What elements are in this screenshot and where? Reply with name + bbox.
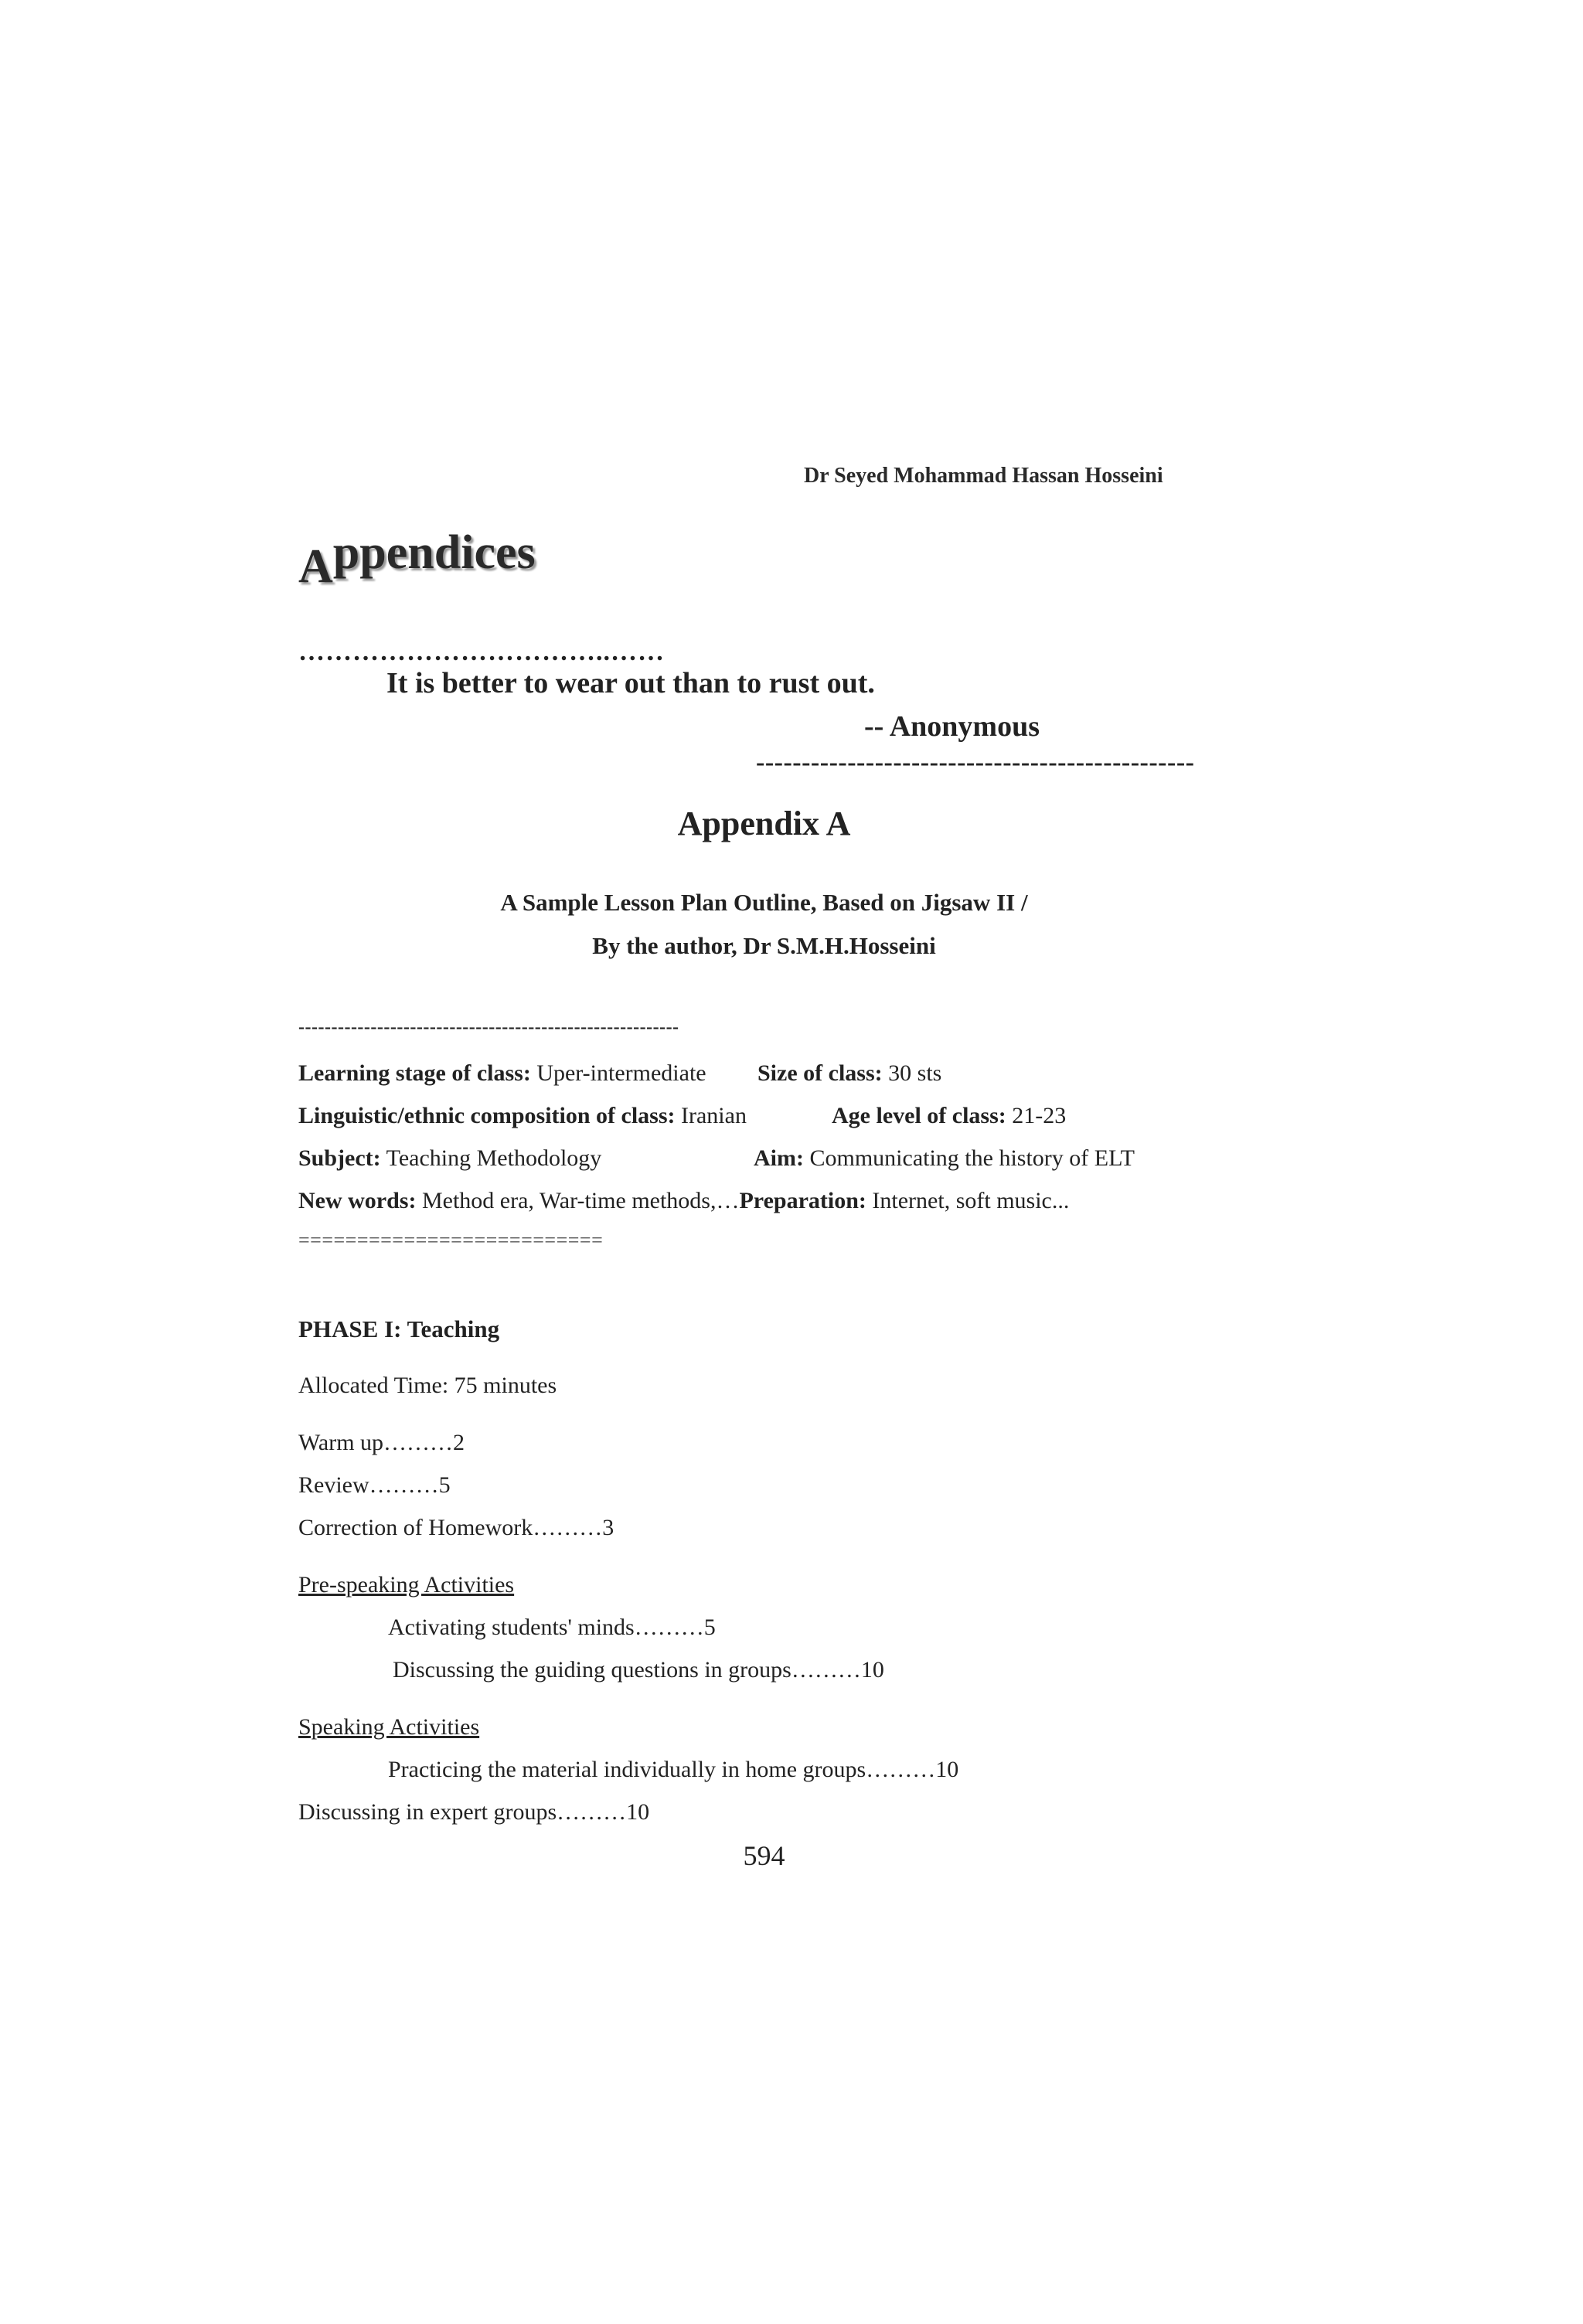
aim-label: Aim: [754,1145,804,1171]
warm-up-item: Warm up………2 [298,1430,465,1455]
new-words-value: Method era, War-time methods,… [421,1188,740,1213]
linguistic-label: Linguistic/ethnic composition of class: [298,1103,676,1128]
age-level-label: Age level of class: [832,1103,1006,1128]
linguistic-row [298,1103,747,1129]
epigraph-rule: ------------------------------------------------ [756,748,1195,777]
chapter-title-rest: ppendices [332,526,536,579]
info-rule-bottom: ========================== [298,1229,604,1251]
info-rule-top: ---------------------------------------------------------- [298,1017,679,1037]
preparation-label: Preparation: [739,1188,866,1213]
class-size-value: 30 sts [888,1060,942,1086]
epigraph-quote: It is better to wear out than to rust out. [386,667,875,699]
age-level-row [832,1103,1066,1129]
learning-stage-label: Learning stage of class: [298,1060,531,1086]
subject-row [298,1145,601,1172]
aim-row [754,1145,1135,1172]
linguistic-value: Iranian [681,1103,747,1128]
age-level-value: 21-23 [1012,1103,1067,1128]
lesson-plan-title: A Sample Lesson Plan Outline, Based on Jigsaw II / [500,889,1028,916]
preparation-value: Internet, soft music... [872,1188,1070,1213]
discussing-expert-item: Discussing in expert groups………10 [298,1799,650,1825]
class-size-label: Size of class: [757,1060,883,1086]
review-item: Review………5 [298,1472,451,1498]
activating-item: Activating students' minds………5 [388,1615,716,1640]
subject-value: Teaching Methodology [386,1145,602,1171]
practicing-item: Practicing the material individually in home groups………10 [388,1757,959,1782]
learning-stage-row [298,1060,706,1087]
new-words-label: New words: [298,1188,417,1213]
discussing-guiding-item: Discussing the guiding questions in groups………10 [393,1657,884,1683]
subject-label: Subject: [298,1145,381,1171]
pre-speaking-heading: Pre-speaking Activities [298,1572,515,1598]
learning-stage-value: Uper-intermediate [536,1060,706,1086]
aim-value: Communicating the history of ELT [809,1145,1135,1171]
class-size-row [757,1060,941,1087]
lesson-plan-byline: By the author, Dr S.M.H.Hosseini [592,932,936,959]
phase-1-heading: PHASE I: Teaching [298,1315,500,1342]
epigraph-attribution: -- Anonymous [864,710,1040,743]
chapter-title-initial: A [298,540,333,593]
speaking-heading: Speaking Activities [298,1714,480,1740]
epigraph-dots: ……………………………..…… [298,638,665,666]
new-words-row [298,1188,1069,1214]
correction-item: Correction of Homework………3 [298,1515,614,1540]
page-number: 594 [743,1840,785,1871]
chapter-title [298,526,536,594]
running-header-author: Dr Seyed Mohammad Hassan Hosseini [804,464,1163,488]
allocated-time: Allocated Time: 75 minutes [298,1373,557,1398]
appendix-heading: Appendix A [677,805,851,842]
